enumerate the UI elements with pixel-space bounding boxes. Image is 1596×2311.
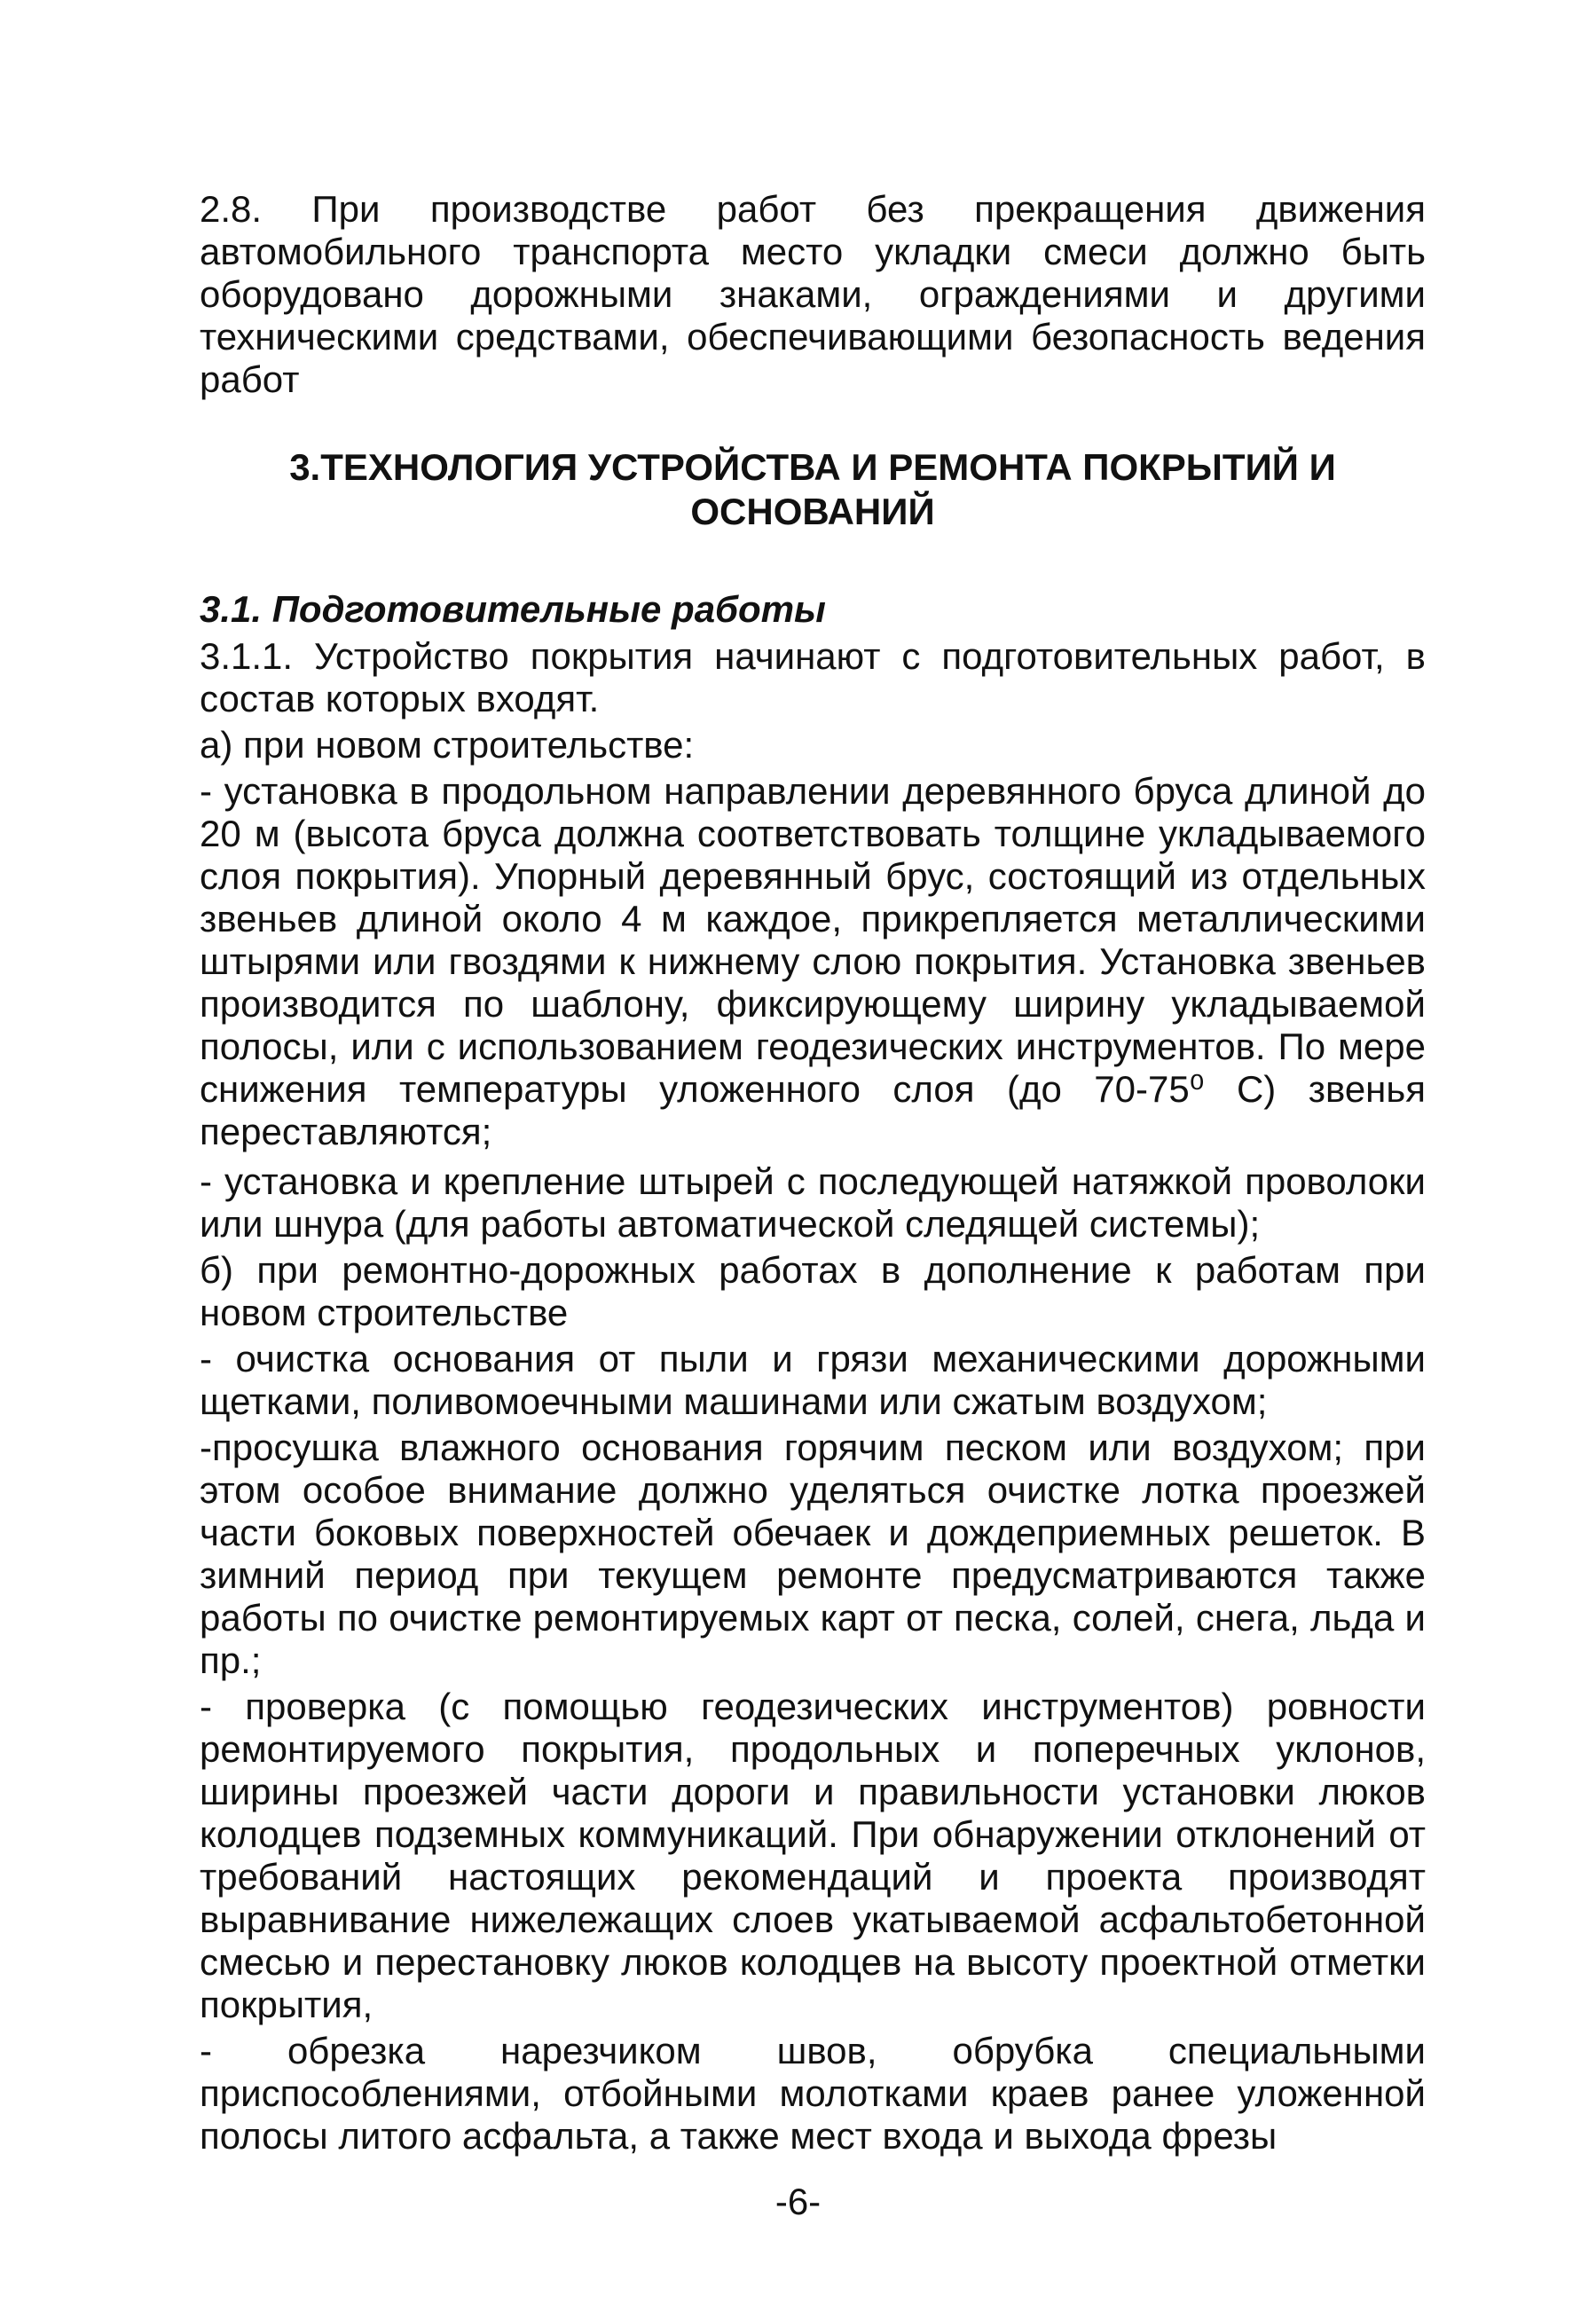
paragraph-2-8: 2.8. При производстве работ без прекращения движения автомобильного транспорта место укладки смеси должно быть оборудовано дорожными знаками, ограждениями и другими техническими средствами, обеспечивающими безопасность ведения работ — [200, 188, 1426, 400]
page-number: -6- — [774, 2181, 822, 2222]
list-item-base-cleaning: - очистка основания от пыли и грязи механическими дорожными щетками, поливомоечными машинами или сжатым воздухом; — [200, 1338, 1426, 1422]
document-page — [200, 188, 1426, 2158]
paragraph-item-b: б) при ремонтно-дорожных работах в дополнение к работам при новом строительстве — [200, 1249, 1426, 1333]
list-item-base-drying: -просушка влажного основания горячим песком или воздухом; при этом особое внимание должно уделяться очистке лотка проезжей части боковых поверхностей обечаек и дождеприемных решеток. В зимний период при текущем ремонте предусматриваются также работы по очистке ремонтируемых карт от песка, солей, снега, льда и пр.; — [200, 1427, 1426, 1681]
section-heading: 3.ТЕХНОЛОГИЯ УСТРОЙСТВА И РЕМОНТА ПОКРЫТИЙ И ОСНОВАНИЙ — [289, 446, 1336, 532]
paragraph-item-a: а) при новом строительстве: — [200, 724, 695, 766]
list-item-seam-cutting: - обрезка нарезчиком швов, обрубка специальными приспособлениями, отбойными молотками краев ранее уложенной полосы литого асфальта, а также мест входа и выхода фрезы — [200, 2030, 1426, 2157]
list-item-brace-installation: - установка в продольном направлении деревянного бруса длиной до 20 м (высота бруса должна соответствовать толщине укладываемого слоя покрытия). Упорный деревянный брус, состоящий из отдельных звеньев длиной около 4 м каждое, прикрепляется металлическими штырями или гвоздями к нижнему слою покрытия. Установка звеньев производится по шаблону, фиксирующему ширину укладываемой полосы, или с использованием геодезических инструментов. По мере снижения температуры уложенного слоя (до 70-75⁰ С) звенья переставляются; — [200, 770, 1426, 1152]
subsection-heading: 3.1. Подготовительные работы — [200, 588, 826, 630]
paragraph-3-1-1: 3.1.1. Устройство покрытия начинают с подготовительных работ, в состав которых входят. — [200, 635, 1426, 719]
list-item-pin-installation: - установка и крепление штырей с последующей натяжкой проволоки или шнура (для работы автоматической следящей системы); — [200, 1160, 1426, 1245]
list-item-geodetic-check: - проверка (с помощью геодезических инструментов) ровности ремонтируемого покрытия, продольных и поперечных уклонов, ширины проезжей части дороги и правильности установки люков колодцев подземных коммуникаций. При обнаружении отклонений от требований настоящих рекомендаций и проекта производят выравнивание нижележащих слоев укатываемой асфальтобетонной смесью и перестановку люков колодцев на высоту проектной отметки покрытия, — [200, 1686, 1426, 2025]
